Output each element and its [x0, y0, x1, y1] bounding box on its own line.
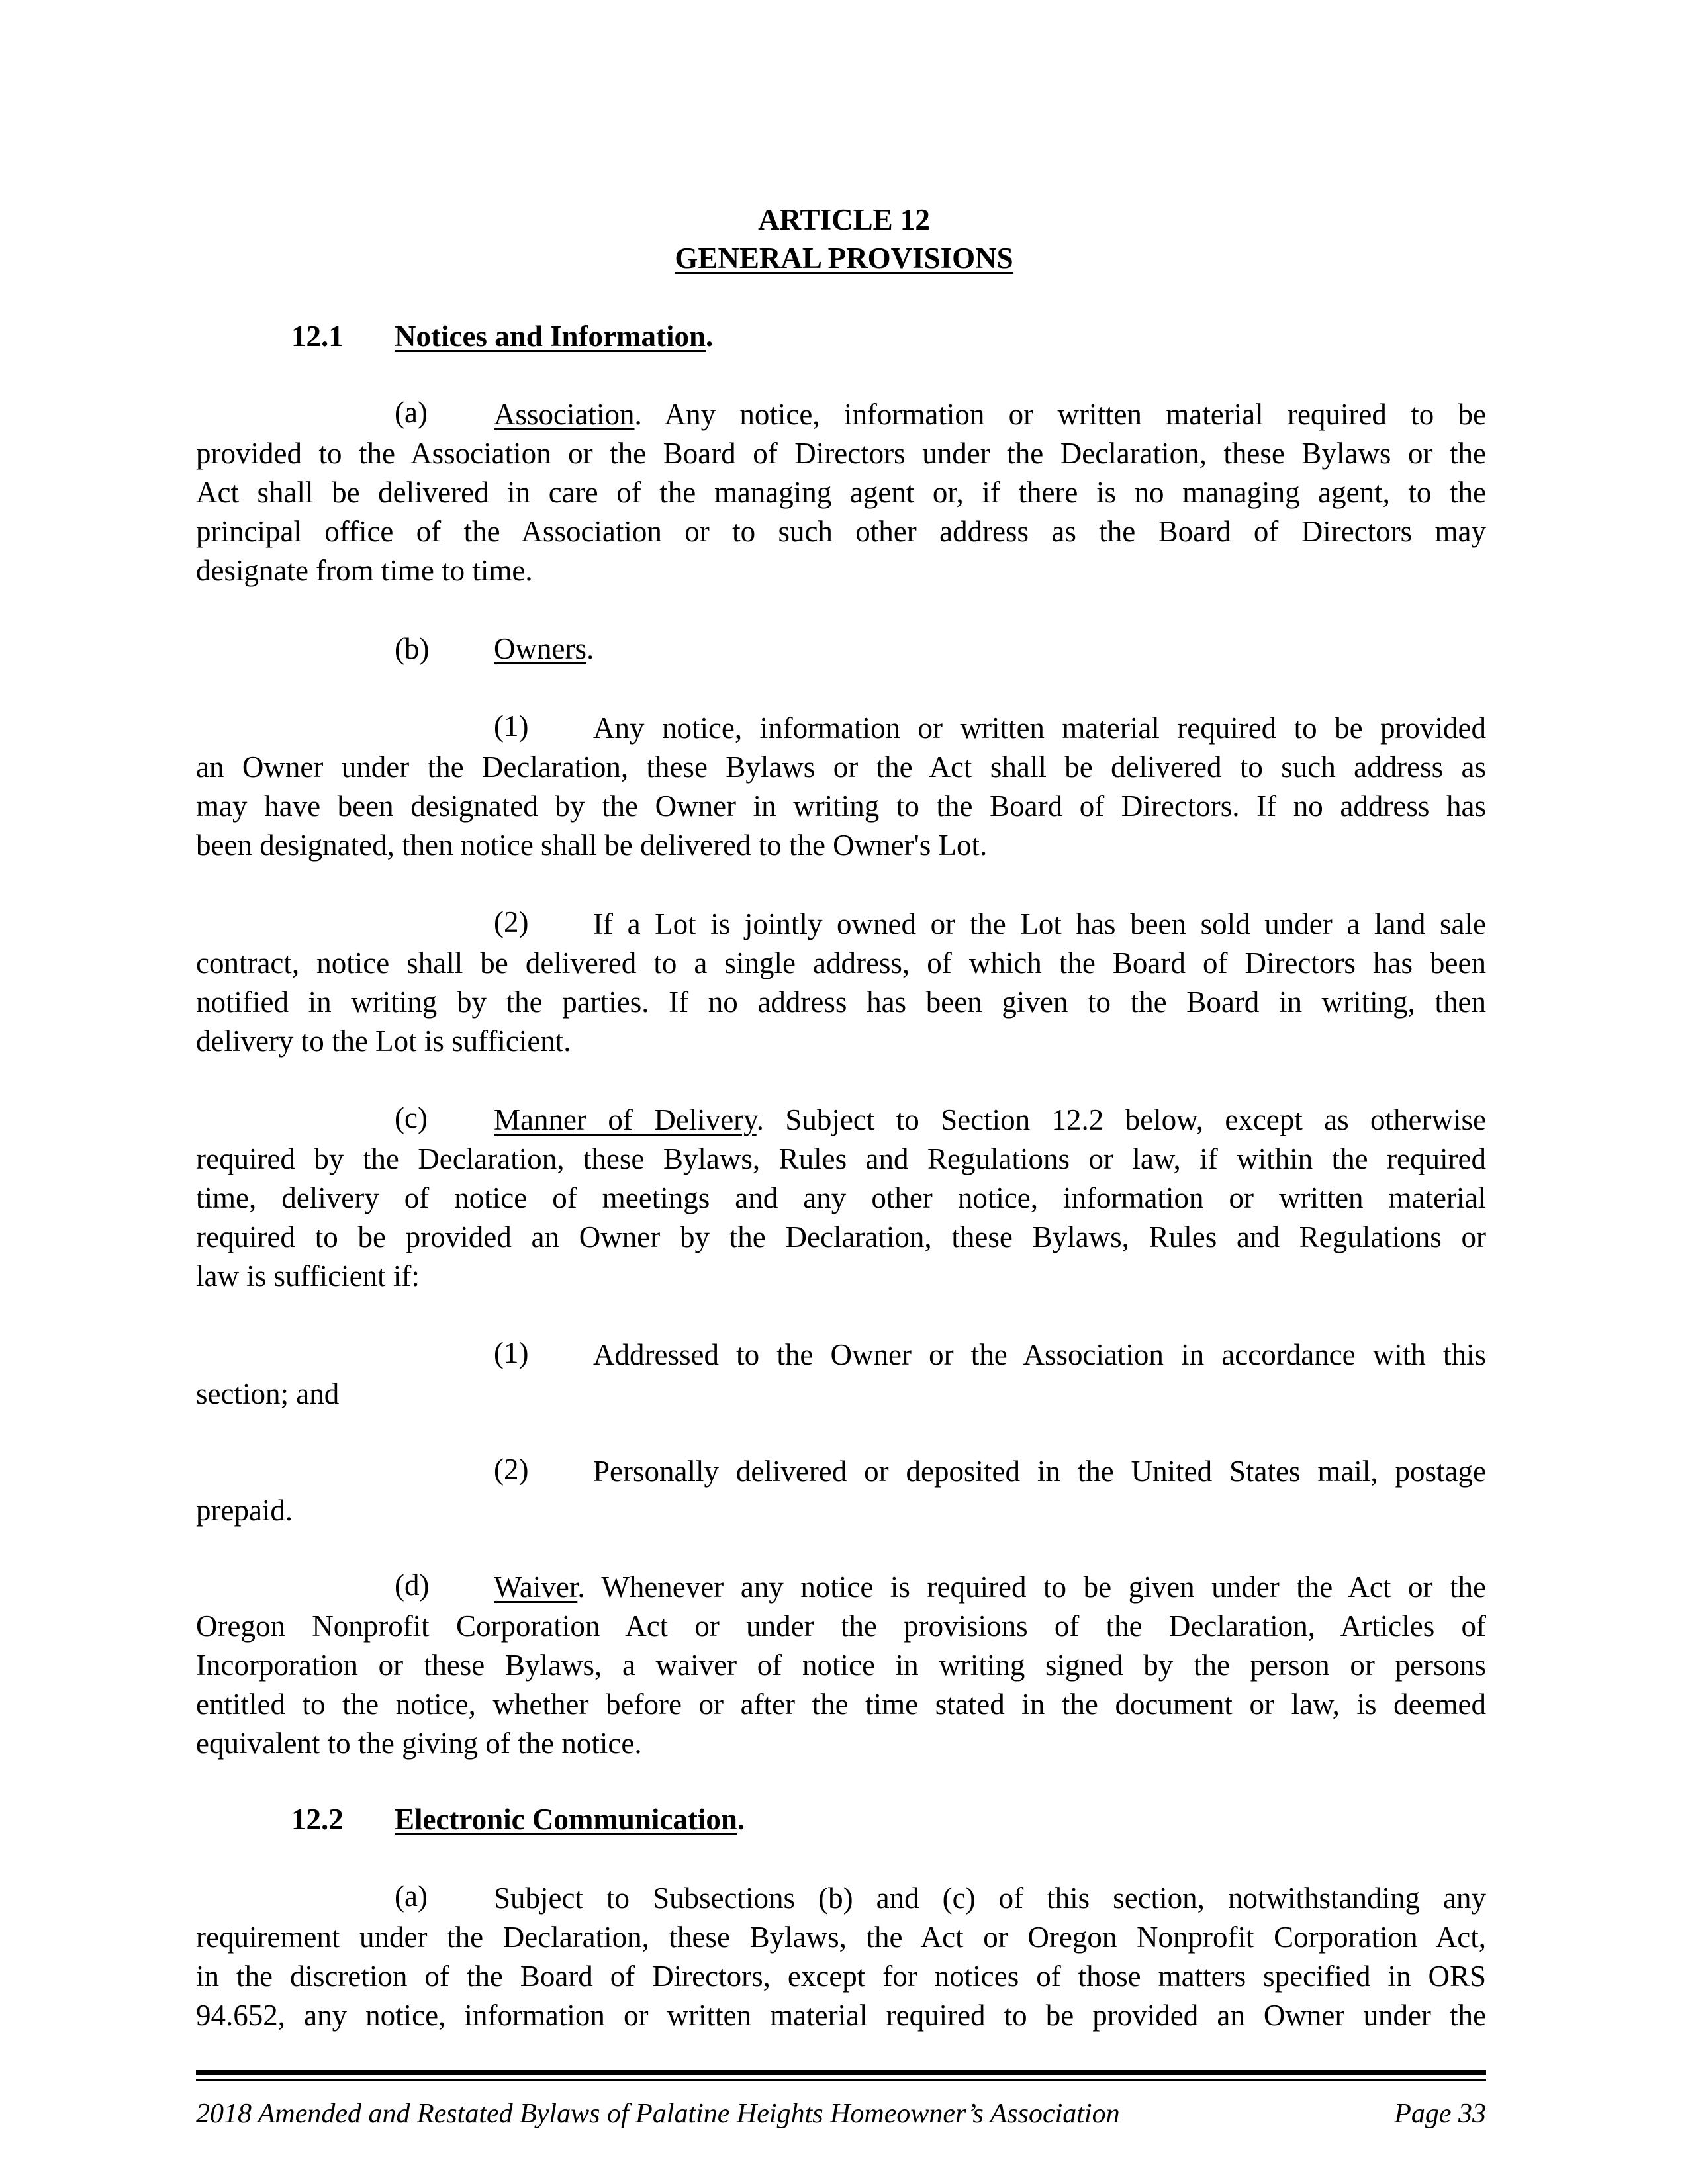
association-heading: Association [494, 398, 635, 431]
para-12-2a-label: (a) [395, 1880, 428, 1913]
article-title: GENERAL PROVISIONS [675, 242, 1013, 275]
para-b2: If a Lot is jointly owned or the Lot has been sold under a land sale contract, notice shall be delivered to a single address, of which the Board of Directors has been notified in writing by the parties. If no address has been given to the Board in writing, then delivery to the Lot is sufficient. [196, 907, 1486, 1058]
footer-rule-thin [196, 2079, 1486, 2081]
para-c1-label: (1) [494, 1336, 529, 1369]
section-12-1-title: Notices and Information. [395, 320, 714, 353]
para-c2: Personally delivered or deposited in the United States mail, postage prepaid. [196, 1455, 1486, 1527]
para-b1-label: (1) [494, 709, 529, 743]
section-12-2-title: Electronic Communication. [395, 1803, 745, 1836]
para-c-label: (c) [395, 1101, 428, 1134]
waiver-heading: Waiver [494, 1570, 578, 1604]
footer-rule-thick [196, 2070, 1486, 2075]
footer-page-number: Page 33 [1394, 2099, 1486, 2129]
para-b-label: (b) [395, 632, 430, 665]
article-number: ARTICLE 12 [758, 203, 930, 236]
para-b2-label: (2) [494, 905, 529, 938]
owners-heading: Owners. [494, 632, 594, 665]
para-c2-label: (2) [494, 1453, 529, 1486]
para-a-label: (a) [395, 396, 428, 429]
para-d-label: (d) [395, 1569, 430, 1602]
para-d-waiver: Waiver. Whenever any notice is required to be given under the Act or the Oregon Nonprofit Corporation Act or under the provisions of the Declaration, Articles of Incorporation or these Bylaws, a waiver of notice in writing signed by the person or persons entitled to the notice, whether before or after the time stated in the document or law, is deemed equivalent to the giving of the notice. [196, 1570, 1486, 1760]
footer-title: 2018 Amended and Restated Bylaws of Palatine Heights Homeowner’s Association [196, 2099, 1120, 2129]
para-b1: Any notice, information or written material required to be provided an Owner under the Declaration, these Bylaws or the Act shall be delivered to such address as may have been designated by the Owner in writing to the Board of Directors. If no address has been designated, then notice shall be delivered to the Owner's Lot. [196, 711, 1486, 862]
manner-heading: Manner of Delivery [494, 1103, 757, 1136]
section-12-2-number: 12.2 [291, 1803, 344, 1836]
para-c1: Addressed to the Owner or the Association in accordance with this section; and [196, 1338, 1486, 1410]
para-c-manner: Manner of Delivery. Subject to Section 12.2 below, except as otherwise required by the Declaration, these Bylaws, Rules and Regulations or law, if within the required time, delivery of notice of meetings and any other notice, information or written material required to be provided an Owner by the Declaration, these Bylaws, Rules and Regulations or law is sufficient if: [196, 1103, 1486, 1293]
para-12-2a: Subject to Subsections (b) and (c) of this section, notwithstanding any requirement under the Declaration, these Bylaws, the Act or Oregon Nonprofit Corporation Act, in the discretion of the Board of Directors, except for notices of those matters specified in ORS 94.652, any notice, information or written material required to be provided an Owner under the [196, 1882, 1486, 2032]
section-12-1-number: 12.1 [291, 320, 344, 353]
para-a-association: Association. Any notice, information or written material required to be provided to the Association or the Board of Directors under the Declaration, these Bylaws or the Act shall be delivered in care of the managing agent or, if there is no managing agent, to the principal office of the Association or to such other address as the Board of Directors may designate from time to time. [196, 398, 1486, 587]
